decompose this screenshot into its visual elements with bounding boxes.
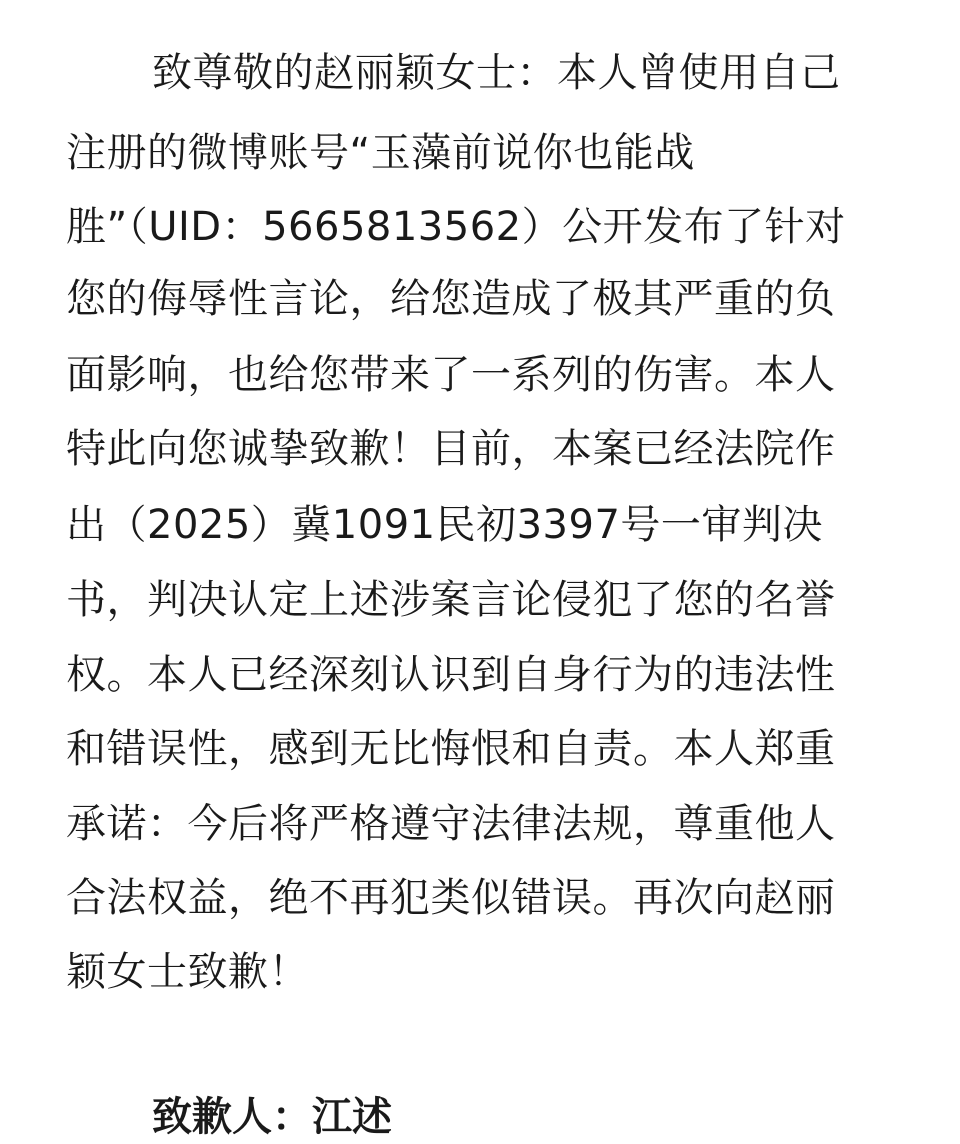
letter-line-8: 书，判决认定上述涉案言论侵犯了您的名誉 bbox=[66, 577, 836, 623]
letter-line-3: 胜”（UID：5665813562）公开发布了针对 bbox=[66, 204, 846, 250]
letter-line-13: 颖女士致歉！ bbox=[66, 949, 309, 995]
letter-line-9: 权。本人已经深刻认识到自身行为的违法性 bbox=[66, 652, 836, 698]
letter-line-11: 承诺：今后将严格遵守法律法规，尊重他人 bbox=[66, 801, 836, 847]
letter-line-7: 出（2025）冀1091民初3397号一审判决 bbox=[66, 502, 823, 548]
letter-line-2: 注册的微博账号“玉藻前说你也能战 bbox=[66, 130, 695, 176]
letter-line-12: 合法权益，绝不再犯类似错误。再次向赵丽 bbox=[66, 875, 836, 921]
letter-line-5: 面影响，也给您带来了一系列的伤害。本人 bbox=[66, 352, 836, 398]
letter-line-1: 致尊敬的赵丽颖女士：本人曾使用自己 bbox=[152, 50, 841, 96]
letter-line-4: 您的侮辱性言论，给您造成了极其严重的负 bbox=[66, 276, 836, 322]
letter-line-6: 特此向您诚挚致歉！目前，本案已经法院作 bbox=[66, 426, 836, 472]
signature-line: 致歉人：江述 bbox=[152, 1094, 392, 1140]
letter-line-10: 和错误性，感到无比悔恨和自责。本人郑重 bbox=[66, 726, 836, 772]
